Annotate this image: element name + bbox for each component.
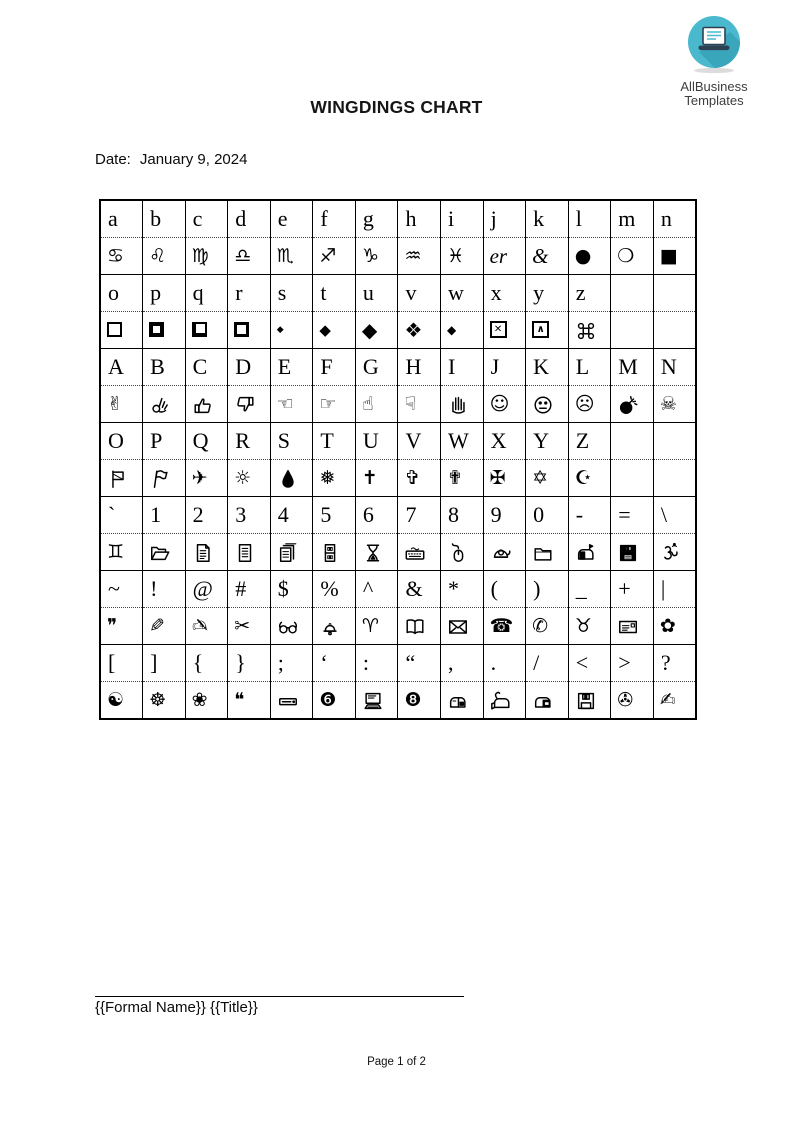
- char-cell: 3: [228, 497, 271, 534]
- om-icon: [653, 534, 696, 571]
- char-cell: A: [100, 349, 143, 386]
- wingding-glyph-row: [100, 534, 696, 571]
- dharma-wheel-icon: ☸: [143, 682, 186, 720]
- snowflake-icon: ❅: [313, 460, 356, 497]
- bomb-icon: [611, 386, 654, 423]
- char-cell: H: [398, 349, 441, 386]
- stacked-documents-icon: [270, 534, 313, 571]
- date-line: [95, 151, 247, 168]
- char-cell: g: [355, 200, 398, 238]
- mailbox-flag-up-icon: [568, 534, 611, 571]
- char-cell: *: [441, 571, 484, 608]
- char-cell: v: [398, 275, 441, 312]
- laptop-logo-icon: [685, 14, 743, 74]
- char-cell: ;: [270, 645, 313, 682]
- wingding-glyph-row: [100, 238, 696, 275]
- char-cell: :: [355, 645, 398, 682]
- white-florette-icon: ❀: [185, 682, 228, 720]
- shadowed-circle-icon: ❍: [611, 238, 654, 275]
- char-cell: h: [398, 200, 441, 238]
- char-cell: i: [441, 200, 484, 238]
- char-cell: I: [441, 349, 484, 386]
- char-cell: 5: [313, 497, 356, 534]
- char-cell: $: [270, 571, 313, 608]
- character-row: [100, 275, 696, 312]
- char-cell: j: [483, 200, 526, 238]
- char-cell: P: [143, 423, 186, 460]
- character-row: [100, 349, 696, 386]
- circled-six-icon: ❻: [313, 682, 356, 720]
- pencil-icon: ✎: [143, 608, 186, 645]
- mouse-icon: [441, 534, 484, 571]
- black-square-icon: ■: [653, 238, 696, 275]
- char-cell: 0: [526, 497, 569, 534]
- wingding-glyph-row: [100, 386, 696, 423]
- char-cell: t: [313, 275, 356, 312]
- char-cell: s: [270, 275, 313, 312]
- logo-text-line1: AllBusiness: [680, 79, 748, 94]
- cancer-icon: ♋: [100, 238, 143, 275]
- black-circle-icon: ●: [568, 238, 611, 275]
- char-cell: q: [185, 275, 228, 312]
- char-cell: f: [313, 200, 356, 238]
- medium-diamond-icon: ◆: [313, 312, 356, 349]
- char-cell: <: [568, 645, 611, 682]
- char-cell: F: [313, 349, 356, 386]
- open-folder-icon: [143, 534, 186, 571]
- page-number: Page 1 of 2: [367, 1056, 426, 1068]
- char-cell: e: [270, 200, 313, 238]
- date-value: January 9, 2024: [139, 151, 248, 168]
- open-quote-icon: ❝: [228, 682, 271, 720]
- char-cell: O: [100, 423, 143, 460]
- empty-cell: [611, 423, 654, 460]
- char-cell: {: [185, 645, 228, 682]
- char-cell: X: [483, 423, 526, 460]
- envelope-back-icon: [441, 608, 484, 645]
- taurus-icon: ♉: [568, 608, 611, 645]
- diamond-cluster-icon: ❖: [398, 312, 441, 349]
- char-cell: ): [526, 571, 569, 608]
- caret-in-box-icon: ∧: [526, 312, 569, 349]
- floppy-disk-icon: [568, 682, 611, 720]
- black-floppy-icon: [611, 534, 654, 571]
- char-cell: N: [653, 349, 696, 386]
- wingding-glyph-row: [100, 682, 696, 720]
- char-cell: ~: [100, 571, 143, 608]
- empty-cell: [653, 275, 696, 312]
- open-hand-icon: [441, 386, 484, 423]
- char-cell: .: [483, 645, 526, 682]
- swash-ampersand-icon: &: [526, 238, 569, 275]
- char-cell: L: [568, 349, 611, 386]
- ok-hand-icon: [143, 386, 186, 423]
- writing-hand-left-icon: ✍: [185, 608, 228, 645]
- libra-icon: ♎: [228, 238, 271, 275]
- char-cell: %: [313, 571, 356, 608]
- char-cell: T: [313, 423, 356, 460]
- char-cell: \: [653, 497, 696, 534]
- bold-square-icon: [143, 312, 186, 349]
- signature-line: [95, 996, 464, 1016]
- empty-cell: [611, 460, 654, 497]
- char-cell: !: [143, 571, 186, 608]
- logo-text-line2: Templates: [684, 93, 744, 109]
- empty-cell: [611, 312, 654, 349]
- char-cell: ]: [143, 645, 186, 682]
- char-cell: p: [143, 275, 186, 312]
- character-row: [100, 497, 696, 534]
- thumbs-up-icon: [185, 386, 228, 423]
- latin-cross-icon: ✝: [355, 460, 398, 497]
- point-left-icon: ☜: [270, 386, 313, 423]
- et-ligature-icon: er: [483, 238, 526, 275]
- char-cell: (: [483, 571, 526, 608]
- char-cell: |: [653, 571, 696, 608]
- point-up-icon: ☝: [355, 386, 398, 423]
- hard-disk-icon: [270, 682, 313, 720]
- receiver-circle-icon: ✆: [526, 608, 569, 645]
- wingdings-table: [99, 199, 697, 720]
- char-cell: V: [398, 423, 441, 460]
- open-book-icon: [398, 608, 441, 645]
- shadowed-square-right-icon: [228, 312, 271, 349]
- mailbox-closed-icon: [441, 682, 484, 720]
- char-cell: c: [185, 200, 228, 238]
- char-cell: k: [526, 200, 569, 238]
- gemini-icon: ♊: [100, 534, 143, 571]
- bell-icon: [313, 608, 356, 645]
- capricorn-icon: ♑: [355, 238, 398, 275]
- signature-placeholder: {{Formal Name}} {{Title}}: [95, 999, 258, 1016]
- char-cell: C: [185, 349, 228, 386]
- char-cell: ^: [355, 571, 398, 608]
- wingding-glyph-row: [100, 460, 696, 497]
- pennant-icon: [143, 460, 186, 497]
- wingding-glyph-row: [100, 312, 696, 349]
- char-cell: R: [228, 423, 271, 460]
- point-right-icon: ☞: [313, 386, 356, 423]
- char-cell: #: [228, 571, 271, 608]
- thumbs-down-icon: [228, 386, 271, 423]
- char-cell: 9: [483, 497, 526, 534]
- char-cell: U: [355, 423, 398, 460]
- char-cell: x: [483, 275, 526, 312]
- white-square-icon: [100, 312, 143, 349]
- large-diamond-icon: ◆: [355, 312, 398, 349]
- mailbox-letter-icon: [526, 682, 569, 720]
- computer-icon: [355, 682, 398, 720]
- star-of-david-icon: ✡: [526, 460, 569, 497]
- circled-eight-icon: ❽: [398, 682, 441, 720]
- char-cell: o: [100, 275, 143, 312]
- char-cell: Z: [568, 423, 611, 460]
- pisces-icon: ♓: [441, 238, 484, 275]
- char-cell: z: [568, 275, 611, 312]
- char-cell: D: [228, 349, 271, 386]
- tiny-diamond-icon: ◆: [270, 312, 313, 349]
- char-cell: 6: [355, 497, 398, 534]
- character-row: [100, 423, 696, 460]
- char-cell: “: [398, 645, 441, 682]
- keyboard-icon: [398, 534, 441, 571]
- char-cell: J: [483, 349, 526, 386]
- point-down-icon: ☟: [398, 386, 441, 423]
- char-cell: u: [355, 275, 398, 312]
- char-cell: =: [611, 497, 654, 534]
- scorpio-icon: ♏: [270, 238, 313, 275]
- char-cell: +: [611, 571, 654, 608]
- eyeglasses-icon: [270, 608, 313, 645]
- stamped-envelope-icon: [611, 608, 654, 645]
- char-cell: ?: [653, 645, 696, 682]
- page-title: WINGDINGS CHART: [310, 97, 483, 117]
- empty-cell: [611, 275, 654, 312]
- writing-hand-icon: ✍: [653, 682, 696, 720]
- char-cell: y: [526, 275, 569, 312]
- company-logo: [664, 14, 764, 109]
- sagittarius-icon: ♐: [313, 238, 356, 275]
- date-label: Date:: [95, 151, 131, 168]
- char-cell: w: [441, 275, 484, 312]
- aquarius-icon: ♒: [398, 238, 441, 275]
- x-in-box-icon: ✕: [483, 312, 526, 349]
- tape-drive-icon: ✇: [611, 682, 654, 720]
- character-row: [100, 645, 696, 682]
- command-key-icon: [568, 312, 611, 349]
- droplet-icon: [270, 460, 313, 497]
- char-cell: -: [568, 497, 611, 534]
- shadowed-square-left-icon: [185, 312, 228, 349]
- char-cell: B: [143, 349, 186, 386]
- char-cell: G: [355, 349, 398, 386]
- char-cell: Q: [185, 423, 228, 460]
- char-cell: 2: [185, 497, 228, 534]
- char-cell: _: [568, 571, 611, 608]
- char-cell: 4: [270, 497, 313, 534]
- shadowed-cross-icon: ✞: [398, 460, 441, 497]
- char-cell: 7: [398, 497, 441, 534]
- char-cell: &: [398, 571, 441, 608]
- file-cabinet-icon: [313, 534, 356, 571]
- char-cell: b: [143, 200, 186, 238]
- scissors-icon: ✂: [228, 608, 271, 645]
- notes-document-icon: [228, 534, 271, 571]
- char-cell: Y: [526, 423, 569, 460]
- char-cell: >: [611, 645, 654, 682]
- hourglass-icon: [355, 534, 398, 571]
- char-cell: a: [100, 200, 143, 238]
- empty-cell: [653, 460, 696, 497]
- char-cell: d: [228, 200, 271, 238]
- char-cell: W: [441, 423, 484, 460]
- victory-hand-icon: ✌: [100, 386, 143, 423]
- char-cell: 8: [441, 497, 484, 534]
- char-cell: r: [228, 275, 271, 312]
- char-cell: @: [185, 571, 228, 608]
- maltese-cross-icon: ✠: [483, 460, 526, 497]
- character-row: [100, 200, 696, 238]
- empty-cell: [653, 312, 696, 349]
- mailbox-open-icon: [483, 682, 526, 720]
- aries-icon: ♈: [355, 608, 398, 645]
- black-florette-icon: ✿: [653, 608, 696, 645]
- wingding-glyph-row: [100, 608, 696, 645]
- flag-icon: [100, 460, 143, 497]
- yin-yang-icon: ☯: [100, 682, 143, 720]
- smiley-face-icon: ☺: [483, 386, 526, 423]
- char-cell: /: [526, 645, 569, 682]
- virgo-icon: ♍: [185, 238, 228, 275]
- sun-icon: ☼: [228, 460, 271, 497]
- char-cell: S: [270, 423, 313, 460]
- char-cell: }: [228, 645, 271, 682]
- char-cell: m: [611, 200, 654, 238]
- character-row: [100, 571, 696, 608]
- empty-cell: [653, 423, 696, 460]
- celtic-cross-icon: ✟: [441, 460, 484, 497]
- close-quote-icon: ❞: [100, 608, 143, 645]
- char-cell: ,: [441, 645, 484, 682]
- char-cell: `: [100, 497, 143, 534]
- skull-icon: ☠: [653, 386, 696, 423]
- closed-folder-icon: [526, 534, 569, 571]
- sad-face-icon: ☹: [568, 386, 611, 423]
- leo-icon: ♌: [143, 238, 186, 275]
- char-cell: M: [611, 349, 654, 386]
- char-cell: K: [526, 349, 569, 386]
- small-diamond-icon: ◆: [441, 312, 484, 349]
- char-cell: [: [100, 645, 143, 682]
- char-cell: n: [653, 200, 696, 238]
- document-icon: [185, 534, 228, 571]
- telephone-icon: ☎: [483, 608, 526, 645]
- crescent-star-icon: ☪: [568, 460, 611, 497]
- char-cell: ‘: [313, 645, 356, 682]
- trackball-icon: [483, 534, 526, 571]
- neutral-face-icon: [526, 386, 569, 423]
- char-cell: l: [568, 200, 611, 238]
- char-cell: 1: [143, 497, 186, 534]
- char-cell: E: [270, 349, 313, 386]
- airplane-icon: ✈: [185, 460, 228, 497]
